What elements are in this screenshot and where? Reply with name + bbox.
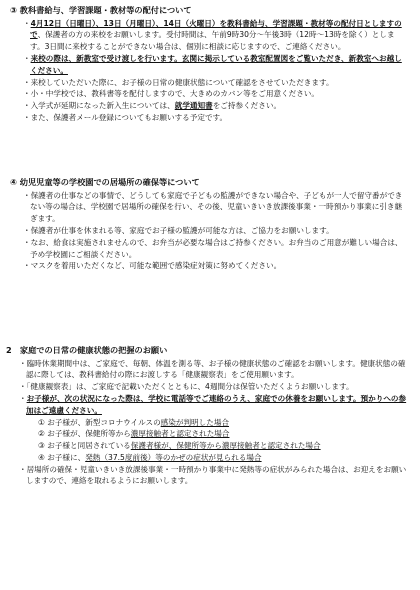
paragraph-cooperation: ・保護者が仕事を休まれる等、家庭でお子様の監護が可能な方は、ご協力をお願いします。	[23, 226, 334, 235]
list-item: ④ お子様に、発熱（37.5度前後）等のかぜの症状が見られる場合	[38, 452, 262, 462]
paragraph-distribution-dates: ・4月12日（日曜日）、13日（月曜日）、14日（火曜日）を教科書給与、学習課題・教材等の配付日としますので、保護者の方の来校をお願いします。受付時間は、午前9時30分〜午後3時（12時〜13時を除く）とします。3日間に来校することができない場合は、個別に相談に応じますので、ご連絡ください。	[23, 18, 402, 52]
section-textbook-distribution	[0, 4, 420, 124]
paragraph-health-check: ・来校していただいた際に、お子様の日常の健康状態について確認をさせていただきます。	[23, 77, 334, 87]
paragraph-pickup: ・居場所の確保・児童いきいき放課後事業・一時預かり事業中に発熱等の症状がみられた場合は、お迎えをお願いしますので、連絡を取れるようにお願いします。	[19, 464, 407, 486]
list-item: ① お子様が、新型コロナウイルスの感染が判明した場合	[38, 417, 230, 427]
paragraph-mask: ・マスクを着用いただくなど、可能な範囲で感染症対策に努めてください。	[23, 261, 282, 271]
paragraph-lunch: ・なお、給食は実施されませんので、お弁当が必要な場合はご持参ください。お弁当のご用意が難しい場合は、予め学校園にご相談ください。	[23, 237, 403, 259]
list-item: ③ お子様と同居されている保護者様が、保健所等から濃厚接触者と認定された場合	[38, 441, 321, 451]
list-item: ② お子様が、保健所等から濃厚接触者と認定された場合	[38, 429, 230, 439]
section-heading: ④ 幼児児童等の学校園での居場所の確保等について	[10, 177, 200, 187]
paragraph-rest-at-home: ・お子様が、次の状況になった際は、学校に電話等でご連絡のうえ、家庭での休養をお願いします。預かりへの参加はご遠慮ください。	[19, 394, 407, 415]
section-home-health	[0, 344, 420, 487]
paragraph-enrollment-notice: ・入学式が延期になった新入生については、就学通知書をご持参ください。	[23, 101, 282, 111]
paragraph-health-form: ・「健康観察表」は、ご家庭で記載いただくとともに、4週間分は保管いただくようお願いします。	[19, 382, 354, 392]
paragraph-temperature: ・臨時休業期間中は、ご家庭で、毎朝、体温を測る等、お子様の健康状態のご確認をお願いします。健康状態の確認に際しては、教科書給付の際にお渡しする「健康観察表」をご使用願います。	[19, 358, 406, 380]
paragraph-mail-registration: ・また、保護者メール登録についてもお願いする予定です。	[23, 112, 228, 122]
paragraph-new-classroom: ・来校の際は、新教室で受け渡しを行います。玄関に掲示している教室配置図をご覧いただき、新教室へお越しください。	[23, 54, 402, 75]
section-childcare-place	[0, 176, 420, 272]
section-heading: ③ 教科書給与、学習課題・教材等の配付について	[10, 5, 192, 15]
paragraph-bag: ・小・中学校では、教科書等を配付しますので、大きめのカバン等をご用意ください。	[23, 89, 319, 99]
section-heading: 2 家庭での日常の健康状態の把握のお願い	[6, 345, 168, 355]
paragraph-childcare: ・保護者の仕事などの事情で、どうしても家庭で子どもの監護ができない場合や、子どもが一人で留守番ができない等の場合は、学校園で居場所の確保を行い、その後、児童いきいき放課後事業・一時預かり事業に引き継ぎます。	[23, 190, 403, 224]
